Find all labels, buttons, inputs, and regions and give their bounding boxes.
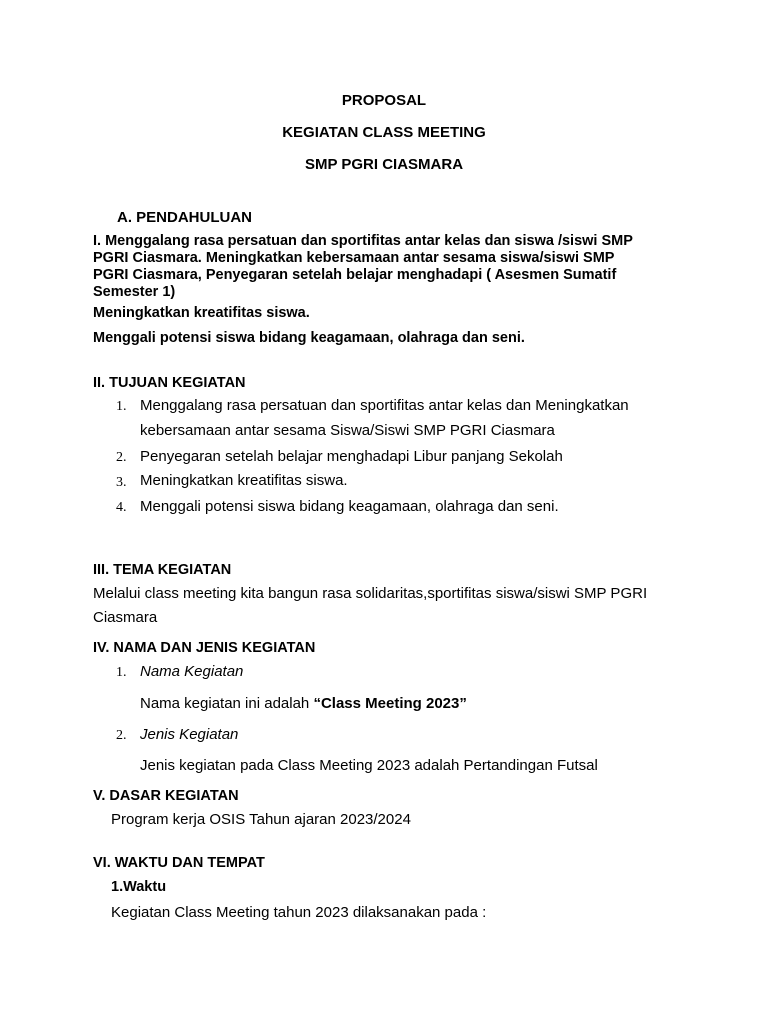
tujuan-num-4: 4. [116,500,127,515]
heading-pendahuluan: A. PENDAHULUAN [117,209,252,226]
pendahuluan-line-4: Semester 1) [93,284,176,300]
nama-kegiatan-text [140,695,467,712]
jenis-kegiatan-label: Jenis Kegiatan [140,726,239,743]
tujuan-num-3: 3. [116,475,127,490]
heading-nama-jenis: IV. NAMA DAN JENIS KEGIATAN [93,640,316,656]
waktu-subheading: 1.Waktu [111,879,167,895]
tujuan-item-2: Penyegaran setelah belajar menghadapi Libur panjang Sekolah [140,448,563,465]
title-school: SMP PGRI CIASMARA [304,156,464,173]
pendahuluan-line-1: I. Menggalang rasa persatuan dan sportifitas antar kelas dan siswa /siswi SMP [93,233,633,249]
nama-num: 1. [116,665,127,680]
heading-waktu-tempat: VI. WAKTU DAN TEMPAT [93,855,265,871]
heading-dasar: V. DASAR KEGIATAN [93,788,239,804]
jenis-kegiatan-text: Jenis kegiatan pada Class Meeting 2023 adalah Pertandingan Futsal [140,757,598,774]
tema-line-1: Melalui class meeting kita bangun rasa solidaritas,sportifitas siswa/siswi SMP PGRI [93,585,648,602]
tujuan-item-4: Menggali potensi siswa bidang keagamaan, olahraga dan seni. [140,498,559,515]
tema-line-2: Ciasmara [93,609,158,626]
nama-kegiatan-label: Nama Kegiatan [140,663,244,680]
pendahuluan-kreatifitas: Meningkatkan kreatifitas siswa. [93,305,310,321]
tujuan-item-1-line-1: Menggalang rasa persatuan dan sportifitas antar kelas dan Meningkatkan [140,397,629,414]
pendahuluan-line-2: PGRI Ciasmara. Meningkatkan kebersamaan antar sesama siswa/siswi SMP [93,250,615,266]
nama-kegiatan-value: “Class Meeting 2023” [313,695,467,712]
tujuan-num-2: 2. [116,450,127,465]
pendahuluan-potensi: Menggali potensi siswa bidang keagamaan, olahraga dan seni. [93,330,525,346]
tujuan-num-1: 1. [116,399,127,414]
tujuan-item-3: Meningkatkan kreatifitas siswa. [140,472,348,489]
jenis-num: 2. [116,728,127,743]
dasar-text: Program kerja OSIS Tahun ajaran 2023/2024 [111,811,411,828]
heading-tema: III. TEMA KEGIATAN [93,562,232,578]
title-kegiatan: KEGIATAN CLASS MEETING [282,124,486,141]
waktu-text: Kegiatan Class Meeting tahun 2023 dilaksanakan pada : [111,904,487,921]
heading-tujuan: II. TUJUAN KEGIATAN [93,375,246,391]
nama-kegiatan-prefix: Nama kegiatan ini adalah [140,695,314,712]
title-proposal: PROPOSAL [341,92,427,109]
tujuan-item-1-line-2: kebersamaan antar sesama Siswa/Siswi SMP PGRI Ciasmara [140,422,555,439]
pendahuluan-line-3: PGRI Ciasmara, Penyegaran setelah belajar menghadapi ( Asesmen Sumatif [93,267,617,283]
